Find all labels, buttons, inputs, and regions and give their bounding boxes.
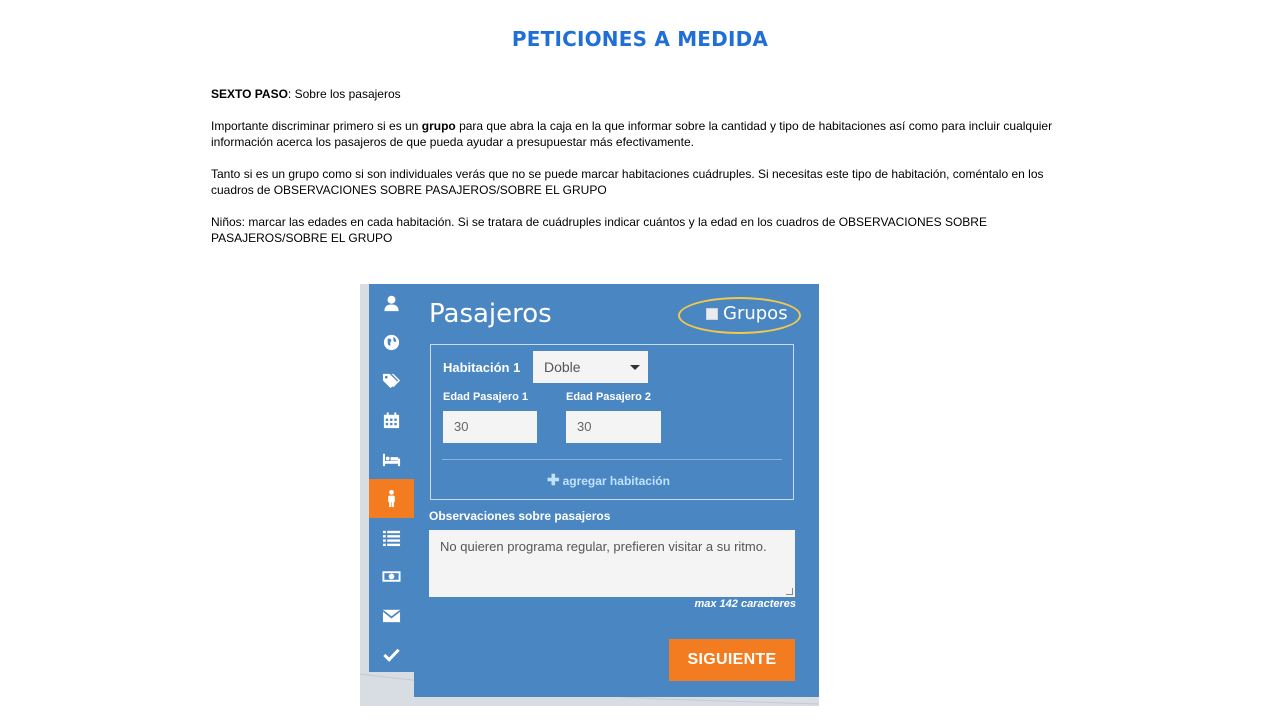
max-chars-hint: max 142 caracteres xyxy=(694,598,796,610)
app-screenshot xyxy=(360,284,819,706)
room-label: Habitación 1 xyxy=(443,360,521,375)
envelope-icon xyxy=(382,606,401,625)
calendar-icon xyxy=(382,411,401,430)
age-input-1[interactable]: 30 xyxy=(443,411,537,443)
add-room-link[interactable] xyxy=(547,471,670,489)
globe-icon xyxy=(382,333,401,352)
age-input-2[interactable]: 30 xyxy=(566,411,661,443)
passenger-icon xyxy=(382,489,401,508)
observations-textarea[interactable] xyxy=(429,530,795,597)
nav-item-confirm[interactable] xyxy=(369,635,414,674)
groups-label[interactable]: Grupos xyxy=(723,303,788,324)
next-button[interactable]: SIGUIENTE xyxy=(669,639,795,681)
add-room-label: agregar habitación xyxy=(562,474,670,488)
nav-item-budget[interactable] xyxy=(369,557,414,596)
nav-item-tags[interactable] xyxy=(369,362,414,401)
nav-item-destination[interactable] xyxy=(369,323,414,362)
age-label-2: Edad Pasajero 2 xyxy=(566,391,651,403)
observations-value: No quieren programa regular, prefieren visitar a su ritmo. xyxy=(440,539,767,554)
page-title: PETICIONES A MEDIDA xyxy=(511,27,769,51)
para1-text-start: Importante discriminar primero si es un xyxy=(211,119,422,133)
step-label: SEXTO PASO xyxy=(211,87,288,101)
list-icon xyxy=(382,528,401,547)
nav-item-accommodation[interactable] xyxy=(369,440,414,479)
nav-item-calendar[interactable] xyxy=(369,401,414,440)
instruction-paragraph-3: Niños: marcar las edades en cada habitación. Si se tratara de cuádruples indicar cuántos y la edad en los cuadros de OBSERVACIONES SOBRE PASAJEROS/SOBRE EL GRUPO xyxy=(211,215,987,245)
groups-checkbox[interactable] xyxy=(706,308,718,320)
rooms-box xyxy=(430,344,794,500)
rooms-divider xyxy=(442,459,782,460)
passengers-panel xyxy=(414,284,819,697)
sidebar-nav xyxy=(369,284,414,672)
step-heading xyxy=(211,86,1061,102)
para1-text-end: para que abra la caja en la que informar sobre la cantidad y tipo de habitaciones así como para incluir cualquier información acerca los pasajeros de que pueda ayudar a presupuestar más efectivamente. xyxy=(211,119,1053,149)
panel-title: Pasajeros xyxy=(429,299,552,329)
observations-label: Observaciones sobre pasajeros xyxy=(429,509,611,523)
room-type-value: Doble xyxy=(544,359,581,375)
resize-grip-icon[interactable] xyxy=(786,588,793,595)
check-icon xyxy=(382,645,401,664)
instruction-paragraph-1 xyxy=(211,118,1061,150)
room-type-select[interactable] xyxy=(533,351,648,383)
nav-item-passengers[interactable] xyxy=(369,479,414,518)
caret-down-icon xyxy=(630,365,640,370)
para1-bold-word: grupo xyxy=(421,119,456,133)
money-icon xyxy=(382,567,401,586)
user-icon xyxy=(382,294,401,313)
nav-item-user[interactable] xyxy=(369,284,414,323)
nav-item-contact[interactable] xyxy=(369,596,414,635)
nav-item-list[interactable] xyxy=(369,518,414,557)
instruction-paragraph-2: Tanto si es un grupo como si son individuales verás que no se puede marcar habitaciones cuádruples. Si necesitas este tipo de habitación, coméntalo en los cuadros de OBSERVACIONES SOBRE PASAJEROS/SOBRE EL GRUPO xyxy=(211,167,1044,197)
step-text: : Sobre los pasajeros xyxy=(287,87,401,101)
age-label-1: Edad Pasajero 1 xyxy=(443,391,528,403)
bed-icon xyxy=(382,450,401,469)
plus-icon: ✚ xyxy=(547,472,560,489)
instructions-block xyxy=(211,86,1061,262)
tags-icon xyxy=(382,372,401,391)
